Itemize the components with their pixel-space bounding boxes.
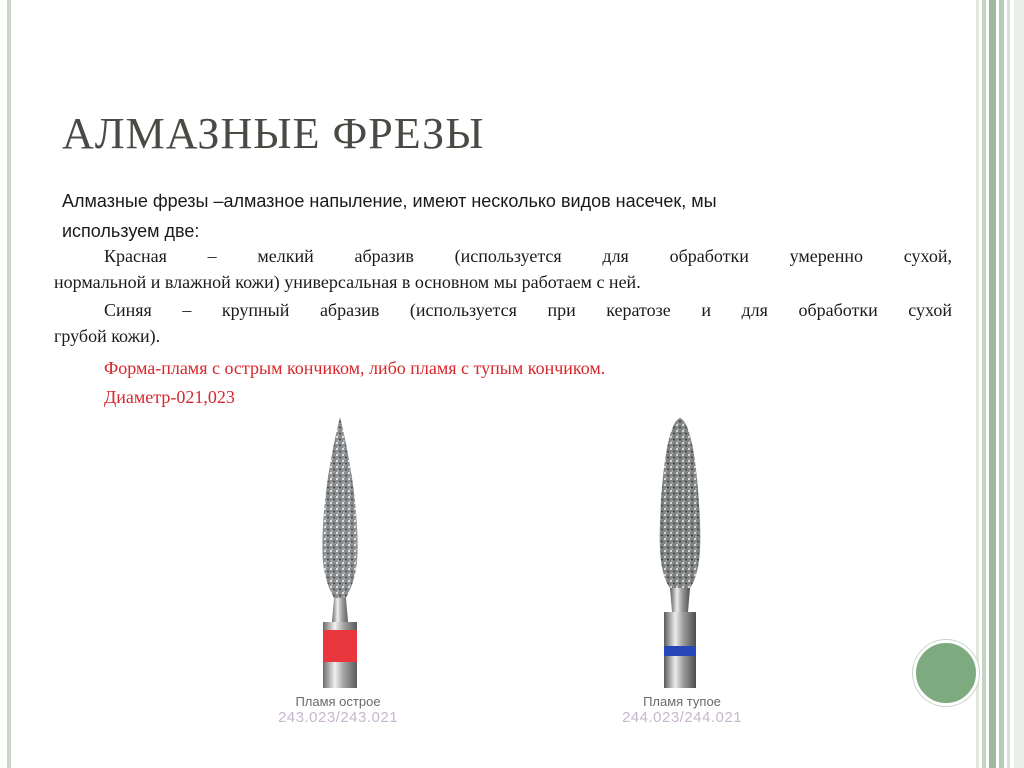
bur-diameter-note: Диаметр-021,023 [104, 387, 235, 407]
red-bur-description-line-1: Красная – мелкий абразив (используется для обработки умеренно сухой, [104, 246, 952, 266]
intro-text-line-2: используем две: [62, 221, 200, 241]
bur-code-blunt: 244.023/244.021 [621, 709, 743, 726]
decorative-side-bars [974, 0, 1024, 768]
bur-caption-pointed [258, 694, 418, 726]
red-bur-description-line-2: нормальной и влажной кожи) универсальная в основном мы работаем с ней. [54, 272, 641, 292]
decorative-circle [913, 640, 979, 706]
bur-code-pointed: 243.023/243.021 [277, 709, 399, 726]
intro-text-line-1: Алмазные фрезы –алмазное напыление, имеют несколько видов насечек, мы [62, 191, 717, 211]
bur-caption-blunt [602, 694, 762, 726]
bur-name-blunt: Пламя тупое [643, 694, 721, 709]
diamond-bur-flame-pointed-icon [300, 412, 380, 692]
bur-shape-note: Форма-пламя с острым кончиком, либо пламя с тупым кончиком. [104, 358, 606, 378]
diamond-bur-flame-blunt-icon [640, 412, 720, 692]
bur-name-pointed: Пламя острое [295, 694, 381, 709]
slide-title: АЛМАЗНЫЕ ФРЕЗЫ [62, 109, 485, 158]
slide-left-border [7, 0, 11, 768]
blue-bur-description-line-1: Синяя – крупный абразив (используется при кератозе и для обработки сухой [104, 300, 952, 320]
blue-bur-description-line-2: грубой кожи). [54, 326, 161, 346]
